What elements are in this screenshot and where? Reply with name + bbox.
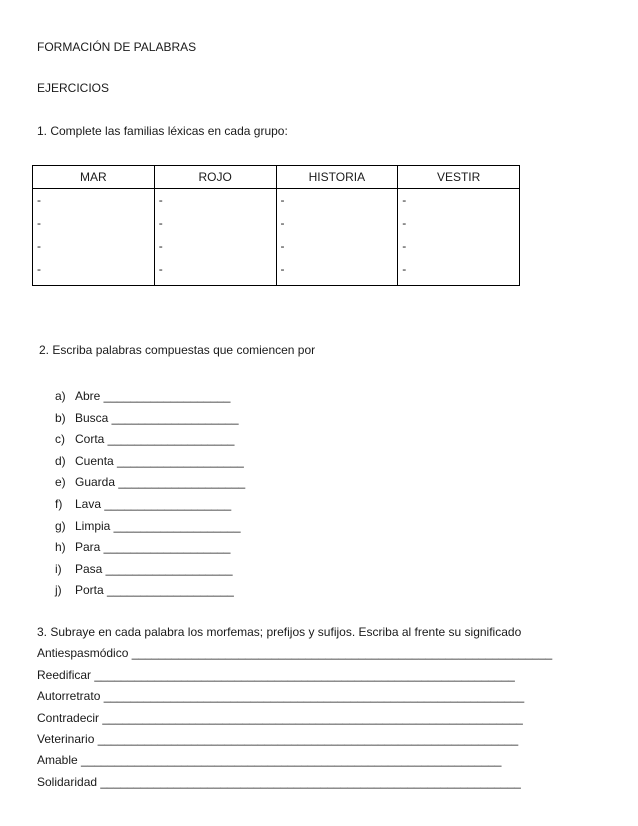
list-item[interactable]: [55, 559, 245, 581]
blank-dash: -: [158, 239, 163, 253]
item-letter: g): [55, 518, 66, 533]
blank-dash: -: [280, 216, 285, 230]
lexical-families-table: [32, 165, 520, 286]
morpheme-line[interactable]: Autorretrato _______________________________________________________________: [37, 689, 525, 704]
family-cell-mar[interactable]: [33, 189, 155, 286]
blank-dash: -: [37, 262, 41, 276]
item-text: Cuenta ___________________: [75, 453, 244, 468]
exercise-3: [37, 622, 552, 793]
list-item[interactable]: [55, 386, 245, 408]
item-text: Guarda ___________________: [75, 475, 246, 490]
compound-words-list: [55, 386, 245, 602]
family-cell-vestir[interactable]: [398, 189, 520, 286]
list-item[interactable]: [55, 516, 245, 538]
list-item[interactable]: [55, 494, 245, 516]
item-letter: d): [55, 453, 66, 468]
list-item[interactable]: [55, 472, 245, 494]
blank-dash: -: [37, 239, 41, 253]
list-item[interactable]: [55, 408, 245, 430]
blank-dash: -: [402, 262, 407, 276]
family-cell-historia[interactable]: [276, 189, 398, 286]
column-header-historia: HISTORIA: [276, 166, 398, 189]
exercise-1-prompt: 1. Complete las familias léxicas en cada grupo:: [37, 124, 288, 138]
item-text: Busca ___________________: [75, 410, 239, 425]
item-text: Pasa ___________________: [75, 561, 233, 576]
blank-dash: -: [402, 193, 407, 207]
item-letter: a): [55, 389, 66, 403]
list-item[interactable]: [55, 580, 245, 602]
morpheme-line[interactable]: Amable _______________________________________________________________: [37, 753, 502, 768]
item-text: Abre ___________________: [75, 389, 231, 403]
morpheme-line[interactable]: Antiespasmódico _______________________________________________________________: [37, 646, 553, 661]
blank-dash: -: [158, 216, 163, 230]
item-text: Corta ___________________: [75, 432, 235, 447]
blank-dash: -: [402, 239, 407, 253]
morpheme-line[interactable]: Contradecir _______________________________________________________________: [37, 710, 523, 725]
item-letter: c): [55, 432, 65, 447]
blank-dash: -: [280, 239, 285, 253]
item-text: Porta ___________________: [75, 583, 234, 598]
item-letter: b): [55, 410, 66, 425]
blank-dash: -: [280, 193, 285, 207]
item-text: Lava ___________________: [75, 496, 232, 511]
item-letter: f): [55, 496, 63, 511]
blank-dash: -: [158, 193, 163, 207]
blank-dash: -: [280, 262, 285, 276]
item-letter: i): [55, 561, 62, 576]
column-header-rojo: ROJO: [154, 166, 276, 189]
list-item[interactable]: [55, 451, 245, 473]
item-letter: j): [55, 583, 62, 598]
morpheme-line[interactable]: Solidaridad _______________________________________________________________: [37, 774, 521, 789]
page-title: FORMACIÓN DE PALABRAS: [37, 40, 197, 54]
section-heading: EJERCICIOS: [37, 81, 110, 95]
item-text: Limpia ___________________: [75, 518, 241, 533]
exercise-2-prompt: 2. Escriba palabras compuestas que comiencen por: [39, 343, 316, 357]
list-item[interactable]: [55, 537, 245, 559]
exercise-3-prompt: 3. Subraye en cada palabra los morfemas; prefijos y sufijos. Escriba al frente su significado: [37, 625, 522, 639]
morpheme-line[interactable]: Reedificar _______________________________________________________________: [37, 667, 515, 682]
list-item[interactable]: [55, 429, 245, 451]
family-cell-rojo[interactable]: [154, 189, 276, 286]
blank-dash: -: [402, 216, 407, 230]
item-text: Para ___________________: [75, 540, 231, 555]
morpheme-line[interactable]: Veterinario _______________________________________________________________: [37, 731, 519, 746]
item-letter: e): [55, 475, 66, 490]
item-letter: h): [55, 540, 66, 555]
column-header-vestir: VESTIR: [398, 166, 520, 189]
blank-dash: -: [37, 216, 41, 230]
column-header-mar: MAR: [33, 166, 155, 189]
blank-dash: -: [37, 193, 41, 207]
blank-dash: -: [158, 262, 163, 276]
